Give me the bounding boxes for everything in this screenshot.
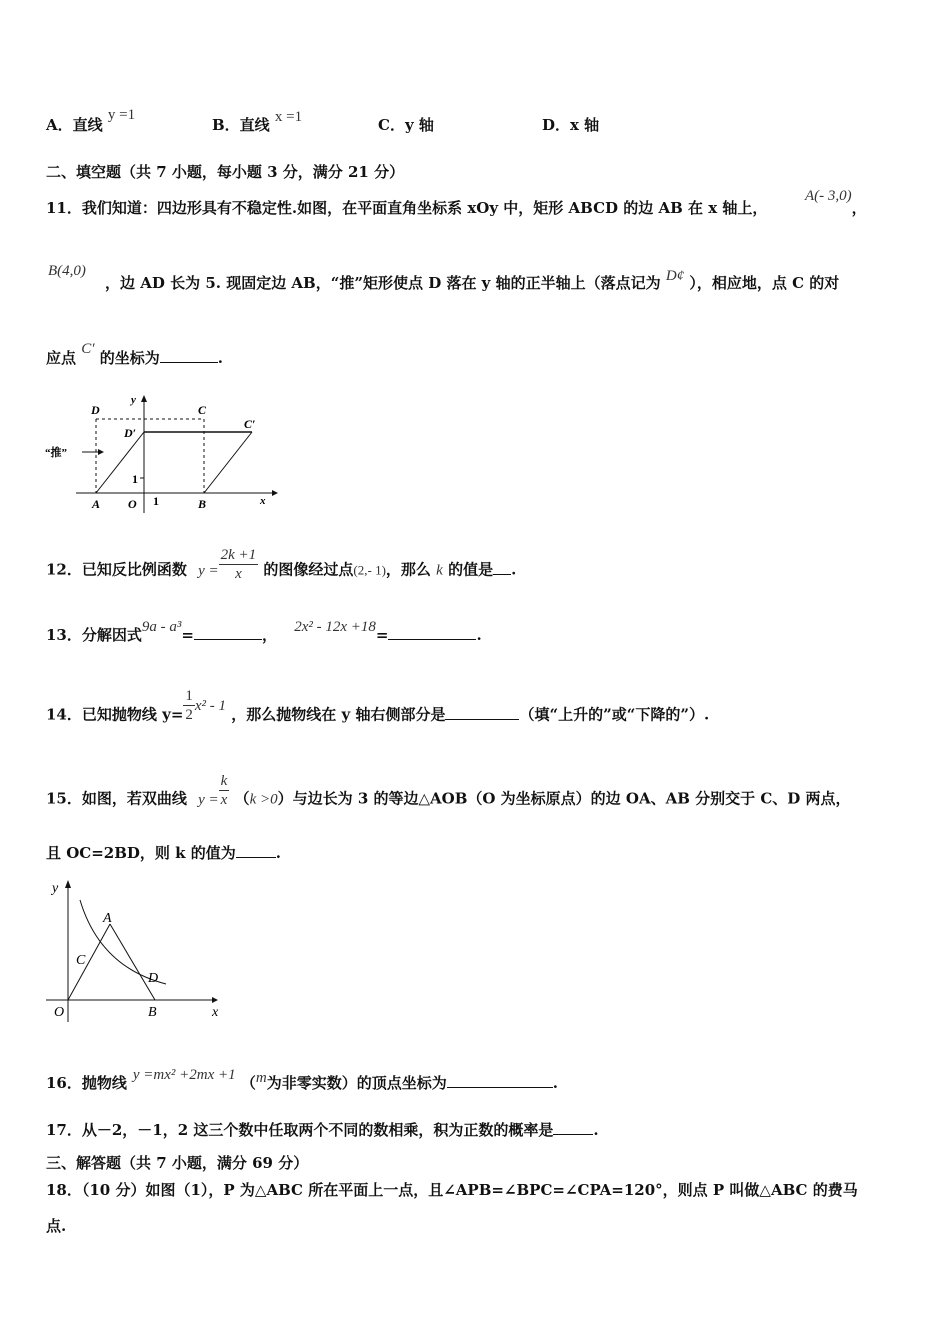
label-x: x [260,495,266,507]
option-b-math: x =1 [274,109,303,125]
label-c: C [76,953,86,968]
q11-point-a: A(- 3,0)， [805,188,867,217]
option-a-math: y =1 [107,107,136,123]
option-d: D．x 轴 [542,116,600,134]
q12: 12．已知反比例函数 y = $\frac{2k +1}{x}$ 的图像经过点(2,- 1)，那么 k 的值是 . [46,547,517,582]
side-ab [110,924,155,1000]
q15-line2: 且 OC=2BD，则 k 的值为 . [46,844,281,862]
label-d-prime: D′ [124,426,137,440]
option-a: A．直线 y =1 [46,107,136,134]
label-d: D [148,971,159,986]
label-a: A [103,911,112,926]
label-one-x: 1 [153,494,159,508]
q14-answer-blank[interactable] [445,705,519,720]
label-d: D [91,403,100,417]
label-b: B [198,497,207,511]
option-c: C．y 轴 [378,116,434,134]
q16-answer-blank[interactable] [447,1073,553,1088]
section-heading-fill-in: 二、填空题（共 7 小题，每小题 3 分，满分 21 分） [46,163,405,181]
side-oa [68,924,110,1000]
q16: 16．抛物线 y =mx² +2mx +1 （m为非零实数）的顶点坐标为 . [46,1067,558,1092]
q15-figure [40,872,230,1027]
label-o: O [54,1005,65,1020]
label-a: A [92,497,101,511]
section-heading-solve: 三、解答题（共 7 小题，满分 69 分） [46,1154,309,1172]
q11-line3: 应点 C′ 的坐标为 . [46,341,224,367]
q11-line1: 11．我们知道：四边形具有不稳定性.如图，在平面直角坐标系 xOy 中，矩形 ABCD 的边 AB 在 x 轴上， [46,199,768,217]
label-c: C [198,403,207,417]
label-one-y: 1 [132,472,138,486]
q12-answer-blank[interactable] [493,560,511,575]
label-push: “推” [45,447,67,459]
label-x: x [212,1005,219,1020]
q11-line2: ，边 AD 长为 5. 现固定边 AB，“推”矩形使点 D 落在 y 轴的正半轴上（落点记为 D¢ ），相应地，点 C 的对 [105,268,840,292]
q18-line1: 18．（10 分）如图（1），P 为△ABC 所在平面上一点，且∠APB=∠BPC=∠CPA=120°，则点 P 叫做△ABC 的费马 [46,1181,858,1199]
q15-line1: 15．如图，若双曲线 y = $\frac{k}{x}$ （k >0）与边长为 3 的等边△AOB（O 为坐标原点）的边 OA、AB 分别交于 C、D 两点， [46,773,851,808]
q13-blank-1[interactable] [194,625,262,640]
q15-answer-blank[interactable] [236,843,276,858]
label-b: B [148,1005,157,1020]
label-y: y [52,881,59,896]
q18-line2: 点. [46,1217,67,1235]
q11-point-b: B(4,0) [48,263,86,279]
q17: 17．从－2，－1，2 这三个数中任取两个不同的数相乘，积为正数的概率是 . [46,1121,599,1139]
d-prime: D¢ [665,268,685,284]
q13-blank-2[interactable] [388,625,476,640]
q14: 14．已知抛物线 y= $\frac{1}{2}$ x² - 1 ，那么抛物线在 y 轴右侧部分是 （填“上升的”或“下降的”）. [46,688,710,724]
c-prime: C′ [81,341,95,357]
q17-answer-blank[interactable] [553,1120,593,1135]
option-b: B．直线 x =1 [212,109,303,134]
label-y: y [131,394,136,406]
side-bc-prime [204,432,252,493]
q11-answer-blank[interactable] [160,348,218,363]
q11-figure [40,390,280,515]
label-o: O [128,497,137,511]
label-c-prime: C′ [244,417,256,431]
q13: 13．分解因式9a - a³= ， 2x² - 12x +18= . [46,619,482,644]
